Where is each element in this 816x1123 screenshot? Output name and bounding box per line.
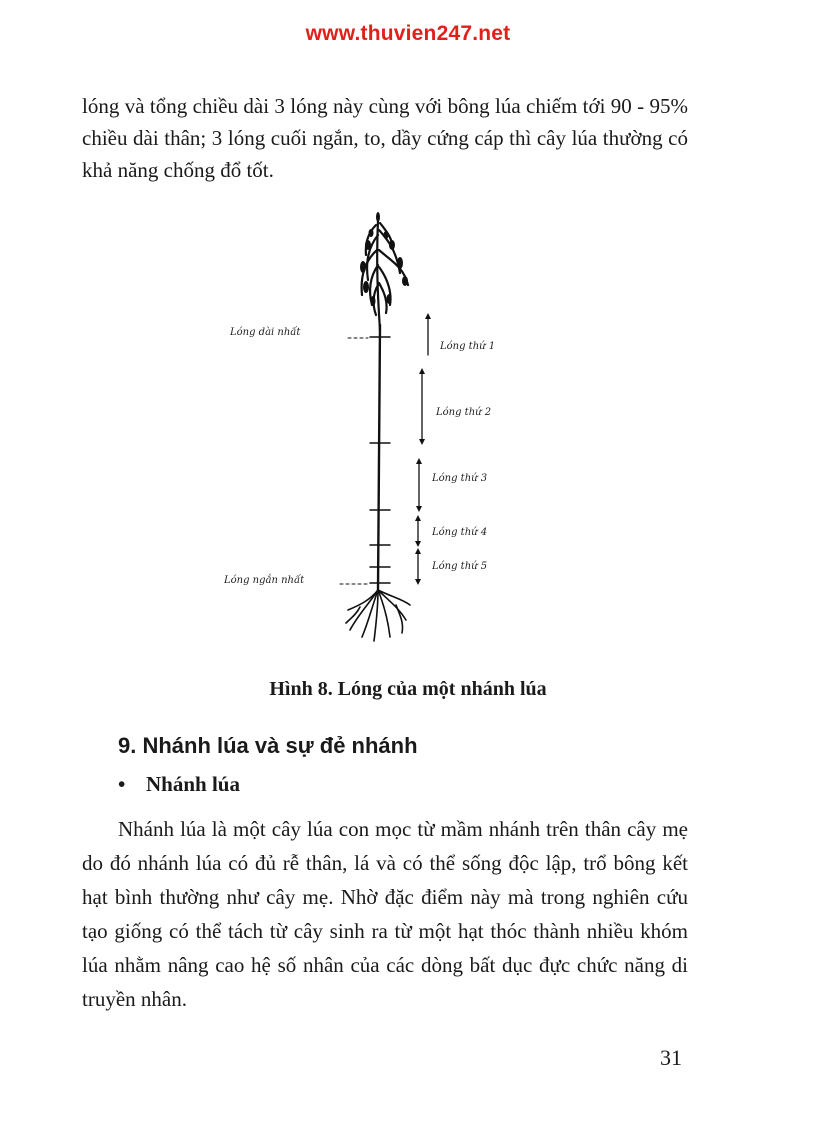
label-longest-internode: Lóng dài nhất — [230, 327, 301, 338]
label-internode-5: Lóng thứ 5 — [432, 561, 488, 572]
label-internode-3: Lóng thứ 3 — [432, 473, 488, 484]
rice-stem — [378, 325, 380, 590]
section-heading: 9. Nhánh lúa và sự đẻ nhánh — [118, 733, 418, 758]
bullet-symbol: • — [118, 772, 126, 796]
bullet-item — [118, 772, 240, 797]
figure-caption: Hình 8. Lóng của một nhánh lúa — [269, 678, 547, 700]
rice-stem-illustration — [200, 205, 620, 655]
figure-rice-stem — [200, 205, 620, 655]
label-internode-2: Lóng thứ 2 — [436, 407, 492, 418]
label-internode-4: Lóng thứ 4 — [432, 527, 488, 538]
label-internode-1: Lóng thứ 1 — [440, 341, 496, 352]
paragraph-top: lóng và tổng chiều dài 3 lóng này cùng với bông lúa chiếm tới 90 - 95% chiều dài thân; 3 lóng cuối ngắn, to, dầy cứng cáp thì cây lúa thường có khả năng chống đổ tốt. — [82, 94, 688, 182]
bullet-label: Nhánh lúa — [146, 772, 240, 796]
paragraph-body: Nhánh lúa là một cây lúa con mọc từ mầm nhánh trên thân cây mẹ do đó nhánh lúa có đủ rễ thân, lá và có thể sống độc lập, trổ bông kết hạt bình thường như cây mẹ. Nhờ đặc điểm này mà trong nghiên cứu tạo giống có thể tách từ cây sinh ra từ một hạt thóc thành nhiều khóm lúa nhằm nâng cao hệ số nhân của các dòng bất dục đực chức năng di truyền nhân. — [82, 817, 688, 1011]
page-number: 31 — [660, 1045, 682, 1070]
label-shortest-internode: Lóng ngắn nhất — [224, 575, 305, 586]
rice-roots — [346, 590, 410, 641]
watermark-url: www.thuvien247.net — [305, 22, 511, 45]
